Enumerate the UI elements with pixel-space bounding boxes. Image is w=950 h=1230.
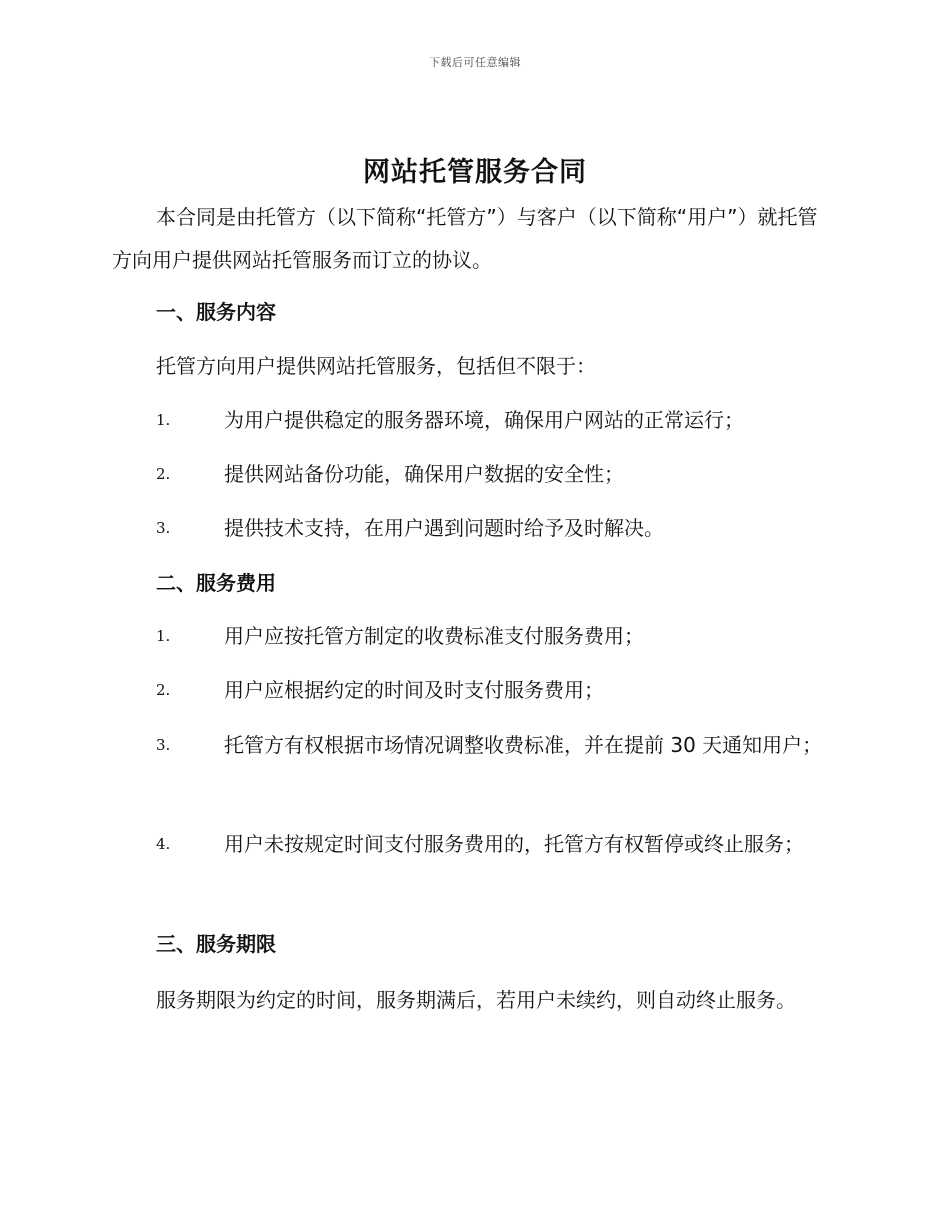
list-text: 用户未按规定时间支付服务费用的，托管方有权暂停或终止服务； <box>224 832 804 856</box>
section-heading-service-term: 三、服务期限 <box>156 932 276 956</box>
section-heading-service-content: 一、服务内容 <box>156 300 276 324</box>
document-title: 网站托管服务合同 <box>363 157 587 188</box>
list-text: 为用户提供稳定的服务器环境，确保用户网站的正常运行； <box>224 408 744 432</box>
list-number: 2. <box>156 681 171 699</box>
list-item <box>112 614 824 659</box>
list-text: 用户应按托管方制定的收费标准支付服务费用； <box>224 624 644 648</box>
list-item <box>112 506 824 551</box>
list-text: 用户应根据约定的时间及时支付服务费用； <box>224 678 604 702</box>
list-number: 3. <box>156 736 171 754</box>
list-number: 4. <box>156 835 171 853</box>
list-number: 1. <box>156 411 171 429</box>
list-item <box>112 723 824 768</box>
intro-paragraph: 本合同是由托管方（以下简称“托管方”）与客户（以下简称“用户”）就托管方向用户提供网站托管服务而订立的协议。 <box>112 205 818 272</box>
page-header-note: 下载后可任意编辑 <box>429 56 521 69</box>
list-item <box>112 452 824 497</box>
list-number: 3. <box>156 519 171 537</box>
section1-lead: 托管方向用户提供网站托管服务，包括但不限于： <box>156 354 596 378</box>
list-text: 提供技术支持，在用户遇到问题时给予及时解决。 <box>224 516 664 540</box>
list-item <box>112 668 824 713</box>
section-heading-service-fees: 二、服务费用 <box>156 571 276 595</box>
list-number: 1. <box>156 627 171 645</box>
list-item <box>112 398 824 443</box>
list-text: 提供网站备份功能，确保用户数据的安全性； <box>224 462 624 486</box>
list-text: 托管方有权根据市场情况调整收费标准，并在提前 30 天通知用户； <box>224 733 823 757</box>
list-item <box>112 822 824 867</box>
section3-body: 服务期限为约定的时间，服务期满后，若用户未续约，则自动终止服务。 <box>156 988 796 1012</box>
list-number: 2. <box>156 465 171 483</box>
